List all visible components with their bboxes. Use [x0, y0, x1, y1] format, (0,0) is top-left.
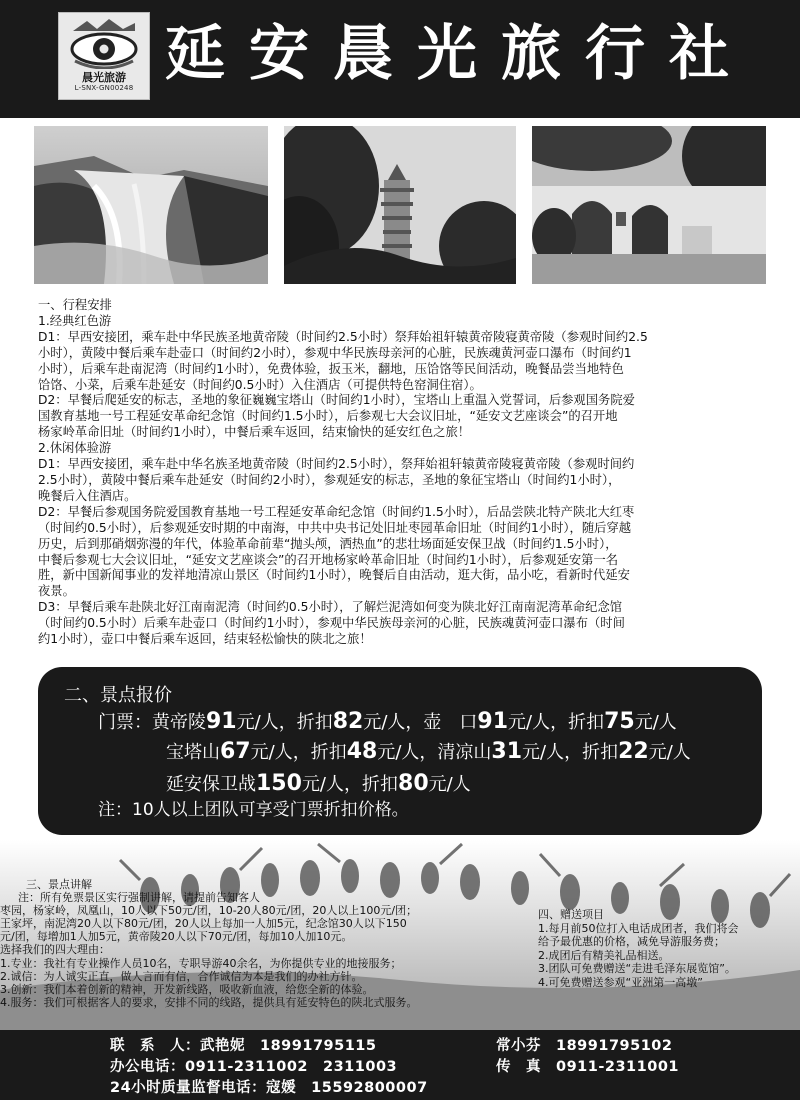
itinerary-line: 国教育基地一号工程延安革命纪念馆（时间约1.5小时），后参观七大会议旧址，“延安文艺座谈会”的召开地	[38, 409, 618, 424]
price-unit: 元/人	[428, 774, 471, 795]
price-value: 48	[346, 739, 378, 764]
itinerary-line: 杨家岭革命旧址（时间约1小时），中餐后乘车返回，结束愉快的延安红色之旅！	[38, 425, 471, 440]
price-value: 80	[398, 771, 429, 796]
price-unit: 元/人，	[301, 774, 363, 795]
price-item-name: 折扣	[568, 712, 605, 733]
agency-logo	[58, 12, 150, 100]
price-value: 67	[220, 739, 251, 764]
guide-line: 元/团，每增加1人加5元，黄帝陵20人以下70元/团，每加10人加10元。	[0, 930, 353, 944]
price-title: 二、景点报价	[64, 685, 172, 706]
gifts-section	[538, 908, 798, 990]
hotline: 24小时质量监督电话：寇媛 15592800007	[110, 1080, 428, 1096]
eye-logo-icon	[67, 17, 141, 69]
office-phone: 办公电话：0911-2311002 2311003	[110, 1059, 398, 1075]
itinerary-line: 1.经典红色游	[38, 313, 112, 328]
contact-footer	[0, 1030, 800, 1100]
fax-number: 传 真 0911-2311001	[496, 1059, 679, 1075]
price-row	[166, 739, 691, 766]
price-unit: 元/人	[634, 712, 677, 733]
price-value: 75	[604, 709, 635, 734]
gift-line: 4.可免费赠送参观“亚洲第一高墩”	[538, 975, 703, 989]
price-item-name: 延安保卫战	[166, 774, 256, 795]
price-row	[98, 709, 677, 736]
logo-license: L-SNX-GN00248	[74, 84, 134, 92]
price-item-name: 折扣	[296, 712, 333, 733]
itinerary-line: 小时），黄陵中餐后乘车赴壶口（时间约2小时），参观中华民族母亲河的心脏，民族魂黄河壶口瀑布（时间约1	[38, 345, 632, 360]
gift-line: 2.成团后有精美礼品相送。	[538, 948, 670, 962]
guide-line: 注：所有免票景区实行强制讲解，请提前告知客人	[18, 891, 260, 905]
itinerary-line: 2.5小时），黄陵中餐后乘车赴延安（时间约2小时），参观延安的标志，圣地的象征宝塔山（时间约1小时），	[38, 472, 621, 487]
price-note: 注：10人以上团队可享受门票折扣价格。	[98, 800, 409, 820]
guide-line: 4.服务：我们可根据客人的要求，安排不同的线路，提供具有延安特色的陕北式服务。	[0, 995, 418, 1009]
price-unit: 元/人	[648, 742, 691, 763]
gift-line: 1.每月前50位打入电话成团者，我们将会	[538, 921, 739, 935]
guide-section	[0, 878, 510, 1009]
itinerary-line: 晚餐后入住酒店。	[38, 488, 137, 503]
price-unit: 元/人，	[377, 742, 438, 763]
itinerary-section	[38, 298, 768, 648]
price-value: 22	[618, 739, 649, 764]
itinerary-line: D2：早餐后爬延安的标志，圣地的象征巍巍宝塔山（时间约1小时），宝塔山上重温入党誓词，后参观国务院爱	[38, 393, 635, 408]
agency-name: 延安晨光旅行社	[165, 19, 753, 89]
guide-line: 王家坪，南泥湾20人以下80元/团，20人以上每加一人加5元，纪念馆30人以下150	[0, 917, 407, 931]
price-unit: 元/人，	[522, 742, 583, 763]
price-value: 150	[256, 771, 302, 796]
itinerary-line: D2：早餐后参观国务院爱国教育基地一号工程延安革命纪念馆（时间约1.5小时），后品尝陕北特产陕北大红枣	[38, 504, 635, 519]
price-unit: 元/人，	[363, 712, 424, 733]
guide-line: 3.创新：我们本着创新的精神，开发新线路，吸收新血液，给您全新的体验。	[0, 982, 374, 996]
itinerary-line: （时间约0.5小时）后乘车赴壶口（时间约1小时），参观中华民族母亲河的心脏，民族魂黄河壶口瀑布（时间	[38, 616, 625, 631]
price-unit: 元/人，	[236, 712, 297, 733]
guide-line: 枣园，杨家岭，凤凰山，10人以下50元/团，10-20人80元/团，20人以上100元/团；	[0, 904, 418, 918]
price-panel	[38, 667, 762, 835]
itinerary-line: 饸饹、小菜，后乘车赴延安（时间约0.5小时）入住酒店（可提供特色窑洞住宿）。	[38, 377, 482, 392]
itinerary-line: D3：早餐后乘车赴陕北好江南南泥湾（时间约0.5小时），了解烂泥湾如何变为陕北好江南南泥湾革命纪念馆	[38, 600, 623, 615]
guide-line: 三、景点讲解	[26, 878, 92, 891]
photo-pagoda	[284, 126, 516, 284]
guide-line: 选择我们的四大理由：	[0, 943, 110, 957]
photo-yangjialing	[532, 126, 766, 284]
price-unit: 元/人，	[508, 712, 569, 733]
gift-line: 四、赠送项目	[538, 908, 604, 921]
itinerary-line: 胜，新中国新闻事业的发祥地清凉山景区（时间约1小时），晚餐后自由活动，逛大街，品小吃，看新时代延安	[38, 568, 630, 583]
price-item-name: 壶 口	[423, 712, 478, 733]
ticket-label: 门票：	[98, 712, 152, 733]
price-item-name: 折扣	[310, 742, 347, 763]
photo-waterfall	[34, 126, 268, 284]
price-unit: 元/人，	[250, 742, 311, 763]
gift-line: 给予最优惠的价格，减免导游服务费；	[538, 935, 725, 949]
itinerary-line: 小时），后乘车赴南泥湾（时间约1小时），免费体验，扳玉米，翻地，压饸饹等民间活动，晚餐品尝当地特色	[38, 361, 624, 376]
price-item-name: 黄帝陵	[152, 712, 206, 733]
itinerary-line: D1：早西安接团，乘车赴中华名族圣地黄帝陵（时间约2.5小时），祭拜始祖轩辕黄帝陵寝黄帝陵（参观时间约	[38, 457, 635, 472]
contact-person-2: 常小芬 18991795102	[496, 1038, 673, 1054]
price-row	[166, 771, 471, 798]
itinerary-line: 中餐后参观七大会议旧址，“延安文艺座谈会”的召开地杨家岭革命旧址（时间约1小时），后参观延安第一名	[38, 552, 619, 567]
guide-line: 1.专业：我社有专业操作人员10名，专职导游40余名，为你提供专业的地接服务；	[0, 956, 402, 970]
price-value: 91	[477, 709, 509, 734]
price-value: 82	[332, 709, 364, 734]
itinerary-line: （时间约0.5小时），后参观延安时期的中南海，中共中央书记处旧址枣园革命旧址（时间约1小时），随后穿越	[38, 520, 632, 535]
guide-line: 2.诚信：为人诚实正直，做人言而有信，合作诚信为本是我们的办社方针。	[0, 969, 363, 983]
price-value: 91	[206, 709, 237, 734]
price-value: 31	[491, 739, 523, 764]
price-item-name: 宝塔山	[166, 742, 220, 763]
itinerary-line: 夜景。	[38, 584, 75, 599]
itinerary-line: 历史，后到那硝烟弥漫的年代，体验革命前辈“抛头颅，洒热血”的悲壮场面延安保卫战（时间约1.5小时），	[38, 536, 618, 551]
contact-person: 联 系 人：武艳妮 18991795115	[110, 1038, 377, 1054]
itinerary-line: 约1小时），壶口中餐后乘车返回，结束轻松愉快的陕北之旅！	[38, 632, 372, 647]
header-bar	[0, 0, 800, 118]
itinerary-line: 2.休闲体验游	[38, 441, 112, 456]
price-item-name: 折扣	[362, 774, 399, 795]
gift-line: 3.团队可免费赠送“走进毛泽东展览馆”。	[538, 962, 736, 976]
price-item-name: 清凉山	[437, 742, 492, 763]
logo-name: 晨光旅游	[82, 71, 126, 84]
itinerary-line: 一、行程安排	[38, 298, 112, 312]
price-item-name: 折扣	[582, 742, 619, 763]
itinerary-line: D1：早西安接团，乘车赴中华民族圣地黄帝陵（时间约2.5小时）祭拜始祖轩辕黄帝陵寝黄帝陵（参观时间约2.5	[38, 329, 648, 344]
